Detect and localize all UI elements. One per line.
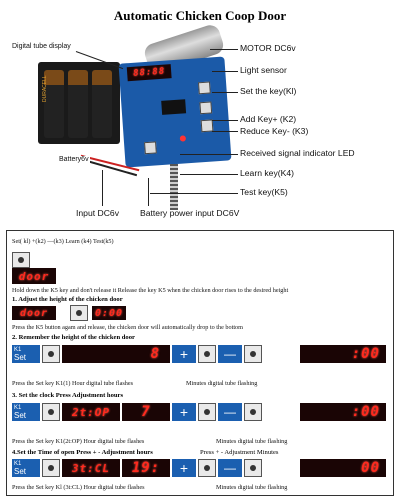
step3-button-image-c — [244, 403, 262, 421]
step4-display-mode: 3t:CL — [62, 459, 120, 477]
pcb-button-k1 — [198, 81, 211, 94]
step2-display-minutes: :00 — [300, 345, 386, 363]
label-add-key: Add Key+ (K2) — [240, 114, 297, 124]
pcb-led — [180, 135, 186, 141]
step3-button-image-b — [198, 403, 216, 421]
step3-k1-label: K1 — [14, 405, 22, 411]
plus-icon: + — [179, 404, 189, 420]
display-door: door — [12, 268, 56, 284]
step1-display-time: 0:00 — [92, 306, 126, 320]
step2-set-key — [12, 345, 40, 363]
step2-button-image-b — [198, 345, 216, 363]
step2-plus-key — [172, 345, 196, 363]
step3-button-image — [42, 403, 60, 421]
pcb-button-k5 — [144, 141, 157, 154]
product-photo — [20, 30, 240, 210]
label-signal-led: Received signal indicator LED — [240, 148, 355, 158]
antenna-coil — [170, 164, 178, 210]
label-battery: Battery6v — [59, 156, 89, 163]
minus-icon: — — [224, 347, 236, 361]
pcb-display: 88:88 — [127, 64, 172, 81]
step4-header-b: Press + - Adjustment Minutes — [200, 449, 279, 456]
step1-header: 1. Adjust the height of the chicken door — [12, 296, 123, 303]
step2-k1-label: K1 — [14, 347, 22, 353]
plus-icon: + — [179, 346, 189, 362]
step2-minus-key — [218, 345, 242, 363]
battery-holder — [38, 62, 120, 144]
step1-text: Press the K5 button agam and release, the chicken door will automatically drop to the bottom — [12, 324, 243, 331]
circuit-board — [119, 56, 232, 167]
step3-text-b: Minutes digital tube flashing — [216, 438, 288, 445]
step3-set-key — [12, 403, 40, 421]
step2-display-hour: 8 — [62, 345, 170, 363]
label-light-sensor: Light sensor — [240, 65, 287, 75]
label-motor: MOTOR DC6v — [240, 43, 296, 53]
minus-icon: — — [224, 461, 236, 475]
plus-icon: + — [179, 460, 189, 476]
label-battery-input: Battery power input DC6V — [140, 208, 240, 218]
step1-display-door: door — [12, 306, 56, 320]
page-title: Automatic Chicken Coop Door — [113, 8, 287, 23]
battery-brand: DURACELL — [42, 75, 48, 102]
label-learn-key: Learn key(K4) — [240, 168, 294, 178]
step0-text: Hold down the K5 key and don't release it Release the key K5 when the chicken door rises to the desired height — [12, 287, 289, 294]
step4-display-minutes: 00 — [300, 459, 386, 477]
pcb-button-k2 — [199, 101, 212, 114]
label-test-key: Test key(K5) — [240, 187, 288, 197]
step4-text-a: Press the Set key Kl (3t:CL) Hour digital tube flashes — [12, 484, 145, 491]
step3-plus-key — [172, 403, 196, 421]
minus-icon: — — [224, 405, 236, 419]
step3-header: 3. Set the clock Press Adjustment hours — [12, 392, 124, 399]
step4-header: 4.Set the Time of open Press + - Adjustment hours — [12, 449, 153, 456]
step3-set-label: Set — [14, 411, 27, 420]
instructions-panel — [6, 230, 394, 496]
key-legend: Set( kl) +(k2) —(k3) Learn (k4) Test(k5) — [12, 238, 114, 245]
label-set-key: Set the key(Kl) — [240, 86, 297, 96]
step2-text-b: Minutes digital tube flashing — [186, 380, 258, 387]
step2-button-image-c — [244, 345, 262, 363]
step2-text-a: Press the Set key K1(1) Hour digital tube flashes — [12, 380, 133, 387]
pcb-chip — [161, 99, 186, 115]
step4-button-image-b — [198, 459, 216, 477]
label-digital-tube: Digital tube display — [12, 43, 71, 50]
label-reduce-key: Reduce Key- (K3) — [240, 126, 309, 136]
step2-set-label: Set — [14, 353, 27, 362]
step4-k1-label: K1 — [14, 461, 22, 467]
step4-plus-key — [172, 459, 196, 477]
step2-header: 2. Remember the height of the chicken door — [12, 334, 135, 341]
label-input-dc: Input DC6v — [76, 208, 119, 218]
step3-display-hour: 7 — [122, 403, 170, 421]
battery-2 — [68, 70, 88, 138]
step1-button-image — [70, 305, 88, 321]
step2-button-image — [42, 345, 60, 363]
step4-minus-key — [218, 459, 242, 477]
step4-button-image — [42, 459, 60, 477]
step4-button-image-c — [244, 459, 262, 477]
step4-display-hour: 19: — [122, 459, 170, 477]
step4-set-label: Set — [14, 467, 27, 476]
step4-text-b: Minutes digital tube flashing — [216, 484, 288, 491]
step3-minus-key — [218, 403, 242, 421]
step3-display-mode: 2t:OP — [62, 403, 120, 421]
step4-set-key — [12, 459, 40, 477]
test-button-image — [12, 252, 30, 268]
step3-text-a: Press the Set key K1(2t:OP) Hour digital tube flashes — [12, 438, 145, 445]
step3-display-minutes: :00 — [300, 403, 386, 421]
battery-3 — [92, 70, 112, 138]
